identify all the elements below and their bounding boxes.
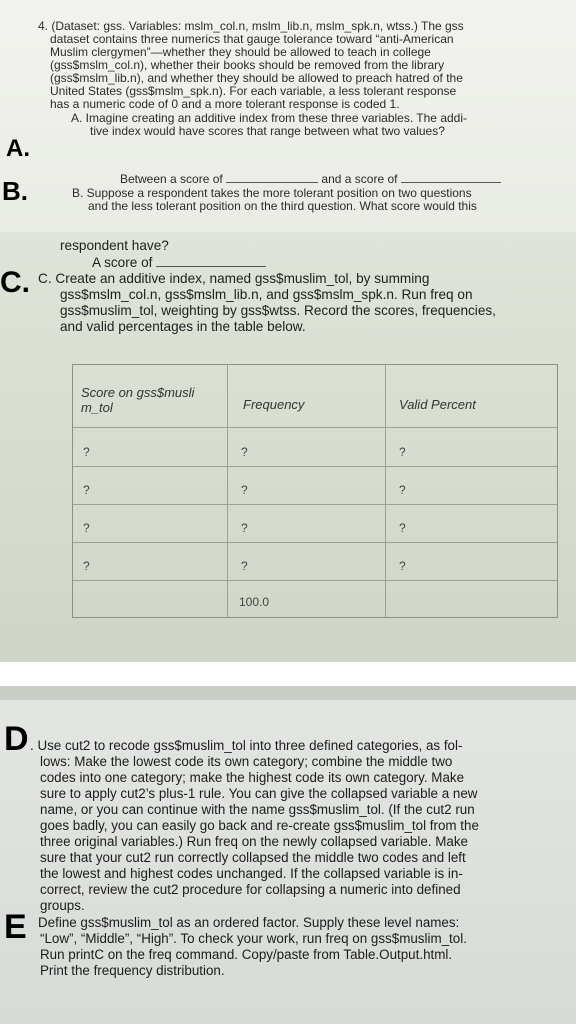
table-cell-score[interactable]: ? xyxy=(83,559,90,573)
intro-line: (gss$mslm_lib.n), and whether they should be allowed to preach hatred of the xyxy=(50,71,463,85)
row-divider xyxy=(73,466,557,467)
marker-c: C. xyxy=(0,266,30,299)
question-d-line: correct, review the cut2 procedure for collapsing a numeric into defined xyxy=(40,882,461,897)
table-cell-frequency[interactable]: ? xyxy=(241,521,248,535)
photo-edge-strip xyxy=(0,686,576,700)
table-cell-valid-percent[interactable]: ? xyxy=(399,521,406,535)
blank-score-b[interactable] xyxy=(156,256,266,267)
question-b-continuation: respondent have? xyxy=(60,238,169,253)
row-divider xyxy=(73,427,557,428)
question-d-line: codes into one category; make the highest code its own category. Make xyxy=(40,770,465,785)
question-d-line: groups. xyxy=(40,898,85,913)
photo-section-top xyxy=(0,0,576,232)
header-score-line: m_tol xyxy=(81,400,113,415)
table-cell-valid-percent[interactable]: ? xyxy=(399,559,406,573)
question-e-line: “Low”, “Middle”, “High”. To check your work, run freq on gss$muslim_tol. xyxy=(40,931,467,946)
marker-e: E xyxy=(4,908,27,946)
question-e-line: Print the frequency distribution. xyxy=(40,963,225,978)
blank-min-score[interactable] xyxy=(226,172,318,183)
table-cell-score[interactable]: ? xyxy=(83,521,90,535)
question-a-line: A. Imagine creating an additive index from these three variables. The addi- xyxy=(71,111,467,125)
table-cell-score[interactable]: ? xyxy=(83,483,90,497)
table-cell-frequency[interactable]: ? xyxy=(241,483,248,497)
question-a-line: tive index would have scores that range between what two values? xyxy=(90,124,445,138)
question-b-line: and the less tolerant position on the third question. What score would this xyxy=(88,199,477,213)
table-cell-valid-percent[interactable]: ? xyxy=(399,483,406,497)
question-d-line: sure that your cut2 run correctly collapsed the middle two codes and left xyxy=(40,850,466,865)
blank-max-score[interactable] xyxy=(401,172,501,183)
question-e-line: Define gss$muslim_tol as an ordered factor. Supply these level names: xyxy=(38,915,460,930)
table-cell-total-frequency: 100.0 xyxy=(239,595,270,609)
question-d-line: name, or you can continue with the name gss$muslim_tol. (If the cut2 run xyxy=(40,802,475,817)
intro-line: dataset contains three numerics that gauge tolerance toward “anti-American xyxy=(50,32,454,46)
question-e-line: Run printC on the freq command. Copy/paste from Table.Output.html. xyxy=(40,947,453,962)
header-score-line: Score on gss$musli xyxy=(81,385,195,400)
question-c-line: gss$mslm_col.n, gss$mslm_lib.n, and gss$mslm_spk.n. Run freq on xyxy=(60,287,473,302)
header-frequency: Frequency xyxy=(243,397,305,412)
between-label: Between a score of xyxy=(120,172,223,186)
question-d-line: goes badly, you can easily go back and re-create gss$muslim_tol from the xyxy=(40,818,479,833)
image-gap xyxy=(0,662,576,686)
marker-b: B. xyxy=(2,176,28,206)
table-cell-frequency[interactable]: ? xyxy=(241,559,248,573)
row-divider xyxy=(73,504,557,505)
row-divider xyxy=(73,542,557,543)
marker-a: A. xyxy=(6,135,30,162)
question-d-line: sure to apply cut2’s plus-1 rule. You can give the collapsed variable a new xyxy=(40,786,478,801)
question-d-line: the lowest and highest codes unchanged. If the collapsed variable is in- xyxy=(40,866,463,881)
intro-line: (gss$mslm_col.n), whether their books should be removed from the library xyxy=(50,58,445,72)
question-d-line: lows: Make the lowest code its own category; combine the middle two xyxy=(40,754,453,769)
question-b-line: B. Suppose a respondent takes the more tolerant position on two questions xyxy=(72,186,472,200)
question-d-line: . Use cut2 to recode gss$muslim_tol into three defined categories, as fol- xyxy=(30,738,463,753)
header-valid-percent: Valid Percent xyxy=(399,397,476,412)
intro-line: has a numeric code of 0 and a more tolerant response is coded 1. xyxy=(50,97,400,111)
intro-line: United States (gss$mslm_spk.n). For each variable, a less tolerant response xyxy=(50,84,457,98)
score-label: A score of xyxy=(92,255,153,270)
table-cell-score[interactable]: ? xyxy=(83,445,90,459)
frequency-table xyxy=(72,364,558,618)
answer-range-line xyxy=(120,172,501,186)
marker-d: D xyxy=(4,720,29,758)
table-cell-valid-percent[interactable]: ? xyxy=(399,445,406,459)
photo-section-bottom xyxy=(0,686,576,1024)
question-d-line: three original variables.) Run freq on the newly collapsed variable. Make xyxy=(40,834,468,849)
question-c-line: and valid percentages in the table below. xyxy=(60,319,306,334)
and-label: and a score of xyxy=(321,172,398,186)
header-score xyxy=(81,385,194,415)
intro-line: 4. (Dataset: gss. Variables: mslm_col.n, mslm_lib.n, mslm_spk.n, wtss.) The gss xyxy=(38,19,464,33)
intro-line: Muslim clergymen”—whether they should be allowed to teach in college xyxy=(50,45,431,59)
row-divider xyxy=(73,580,557,581)
question-c-line: C. Create an additive index, named gss$muslim_tol, by summing xyxy=(38,271,430,286)
score-answer-line xyxy=(92,255,266,271)
question-c-line: gss$muslim_tol, weighting by gss$wtss. Record the scores, frequencies, xyxy=(60,303,496,318)
table-cell-frequency[interactable]: ? xyxy=(241,445,248,459)
